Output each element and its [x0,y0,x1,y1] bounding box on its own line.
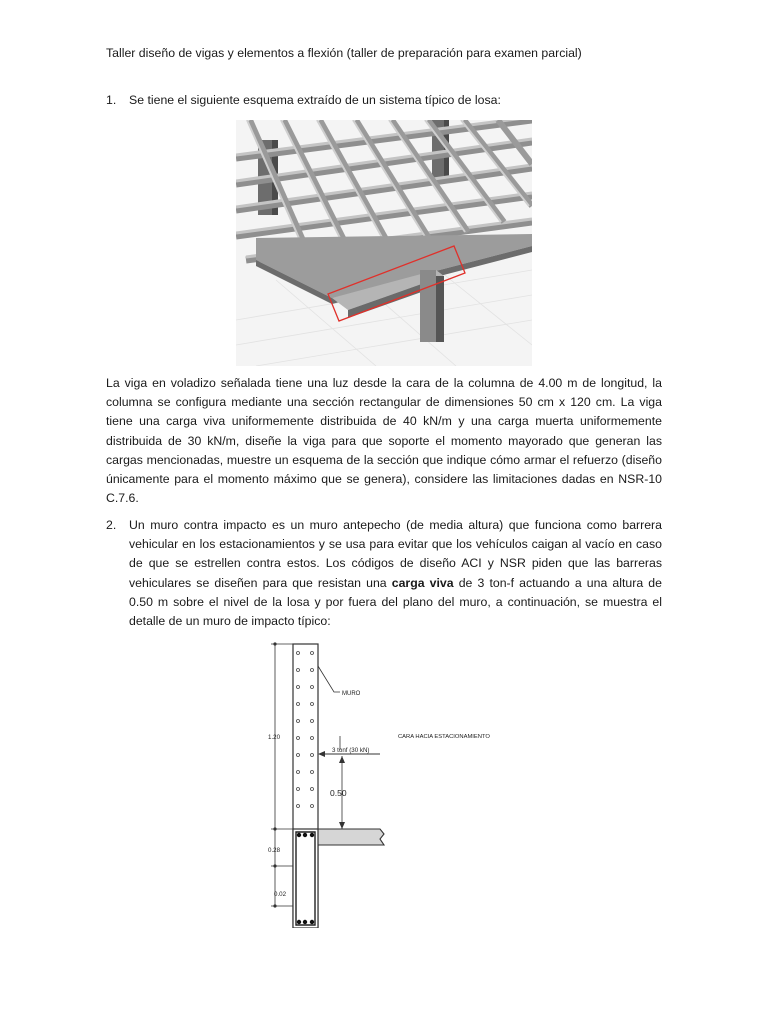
cara-label: CARA HACIA ESTACIONAMIENTO [398,734,490,740]
list-item-2 [106,516,662,632]
load-label: 3 tonf (30 kN) [332,747,370,754]
list-number: 2. [106,518,117,532]
dim-cover-label: 0.02 [274,891,287,898]
slab-framing-figure [236,120,532,366]
dim-slab-label: 0.28 [268,847,281,854]
dim-height-label: 1.20 [268,734,281,741]
dim-load-label: 0.50 [330,788,347,798]
text-after: de 3 ton-f actuando a una altura de 0.50 m sobre el nivel de la losa y por fuera del plano del muro, a continuación, se muestra el detalle de un muro de impacto típico: [129,575,662,629]
muro-label: MURO [342,691,361,697]
list-number: 1. [106,93,117,107]
page-title: Taller diseño de vigas y elementos a flexión (taller de preparación para examen parcial) [106,46,582,60]
impact-wall-figure [262,638,512,928]
list-text: Se tiene el siguiente esquema extraído de un sistema típico de losa: [129,93,501,107]
paragraph-cantilever: La viga en voladizo señalada tiene una luz desde la cara de la columna de 4.00 m de longitud, la columna se configura mediante una sección rectangular de dimensiones 50 cm x 120 cm. La viga tiene una carga viva uniformemente distribuida de 40 kN/m y una carga muerta uniformemente distribuida de 30 kN/m, diseñe la viga para que soporte el momento mayorado que generan las cargas mencionadas, muestre un esquema de la sección que indique cómo armar el refuerzo (diseño únicamente para el momento máximo que se genera), considere las limitaciones dadas en NSR-10 C.7.6. [106,376,662,506]
bold-text: carga viva [391,575,454,590]
text-before: Un muro contra impacto es un muro antepecho (de media altura) que funciona como barrera vehicular en los estacionamientos y se usa para evitar que los vehículos caigan al vacío en caso de que se estrellen contra estos. Los códigos de diseño ACI y NSR piden que las barreras vehiculares se diseñen para que resistan una [129,518,662,590]
list-text [129,516,662,631]
